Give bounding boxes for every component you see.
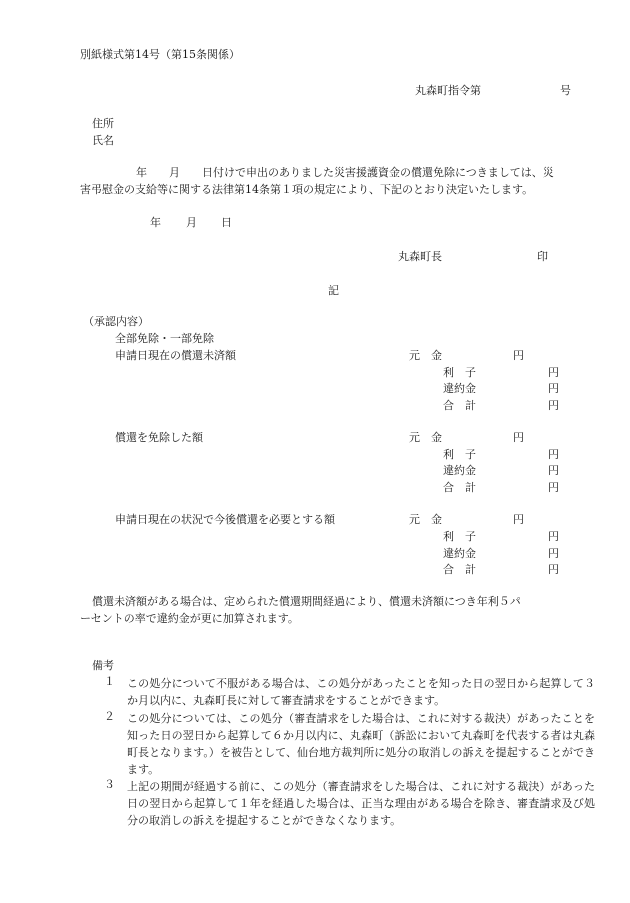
exemption-type: 全部免除・一部免除 [115,332,214,345]
yen-unit: 円 [513,349,524,362]
group-label: 申請日現在の償還未済額 [115,349,236,362]
penalty-label: 違約金 [443,547,476,560]
remark-number: １ [104,675,115,688]
notice-line-1: 償還未済額がある場合は、定められた償還期間経過により、償還未済額につき年利５パ [92,595,521,608]
principal-label: 元 金 [409,431,442,444]
yen-unit: 円 [548,530,559,543]
interest-label: 利 子 [443,366,476,379]
intro-line-1: 年 月 日付けで申出のありました災害援護資金の償還免除につきましては、災 [136,166,554,179]
remark-text: 上記の期間が経過する前に、この処分（審査請求をした場合は、これに対する裁決）があった日の翌日から起算して１年を経過した場合は、正当な理由がある場合を除き、審査請求及び処分の取消しの訴えを提起することができなくなります。 [127,780,595,827]
yen-unit: 円 [548,366,559,379]
penalty-label: 違約金 [443,464,476,477]
remark-number: ３ [104,778,115,791]
yen-unit: 円 [548,382,559,395]
yen-unit: 円 [548,547,559,560]
approval-heading: （承認内容） [83,315,149,328]
total-label: 合 計 [443,563,476,576]
issue-date-month: 月 [186,216,197,229]
yen-unit: 円 [513,513,524,526]
interest-label: 利 子 [443,448,476,461]
remark-number: ２ [104,710,115,723]
group-label: 申請日現在の状況で今後償還を必要とする額 [115,513,335,526]
yen-unit: 円 [548,399,559,412]
signer-title: 丸森町長 [398,250,442,263]
yen-unit: 円 [548,464,559,477]
interest-label: 利 子 [443,530,476,543]
issue-date-day: 日 [221,216,232,229]
yen-unit: 円 [548,481,559,494]
name-label: 氏名 [92,134,114,147]
principal-label: 元 金 [409,349,442,362]
yen-unit: 円 [548,563,559,576]
address-label: 住所 [92,117,114,130]
form-label: 別紙様式第14号（第15条関係） [80,48,240,61]
yen-unit: 円 [548,448,559,461]
issue-date-year: 年 [150,216,161,229]
total-label: 合 計 [443,399,476,412]
order-number-prefix: 丸森町指令第 [415,84,481,97]
remark-text: この処分については、この処分（審査請求をした場合は、これに対する裁決）があったことを知った日の翌日から起算して６か月以内に、丸森町（訴訟において丸森町を代表する者は丸森町長となります。）を被告として、仙台地方裁判所に処分の取消しの訴えを提起することができます。 [127,712,595,776]
yen-unit: 円 [513,431,524,444]
seal-mark: 印 [537,250,548,263]
notice-line-2: ーセントの率で違約金が更に加算されます。 [80,612,299,625]
ki-heading: 記 [328,284,339,297]
intro-line-2: 害弔慰金の支給等に関する法律第14条第１項の規定により、下記のとおり決定いたします。 [80,183,534,196]
remarks-heading: 備考 [92,659,114,672]
total-label: 合 計 [443,481,476,494]
principal-label: 元 金 [409,513,442,526]
penalty-label: 違約金 [443,382,476,395]
group-label: 償還を免除した額 [115,431,203,444]
remark-text: この処分について不服がある場合は、この処分があったことを知った日の翌日から起算して３か月以内に、丸森町長に対して審査請求をすることができます。 [127,677,595,707]
order-number-suffix: 号 [560,84,571,97]
